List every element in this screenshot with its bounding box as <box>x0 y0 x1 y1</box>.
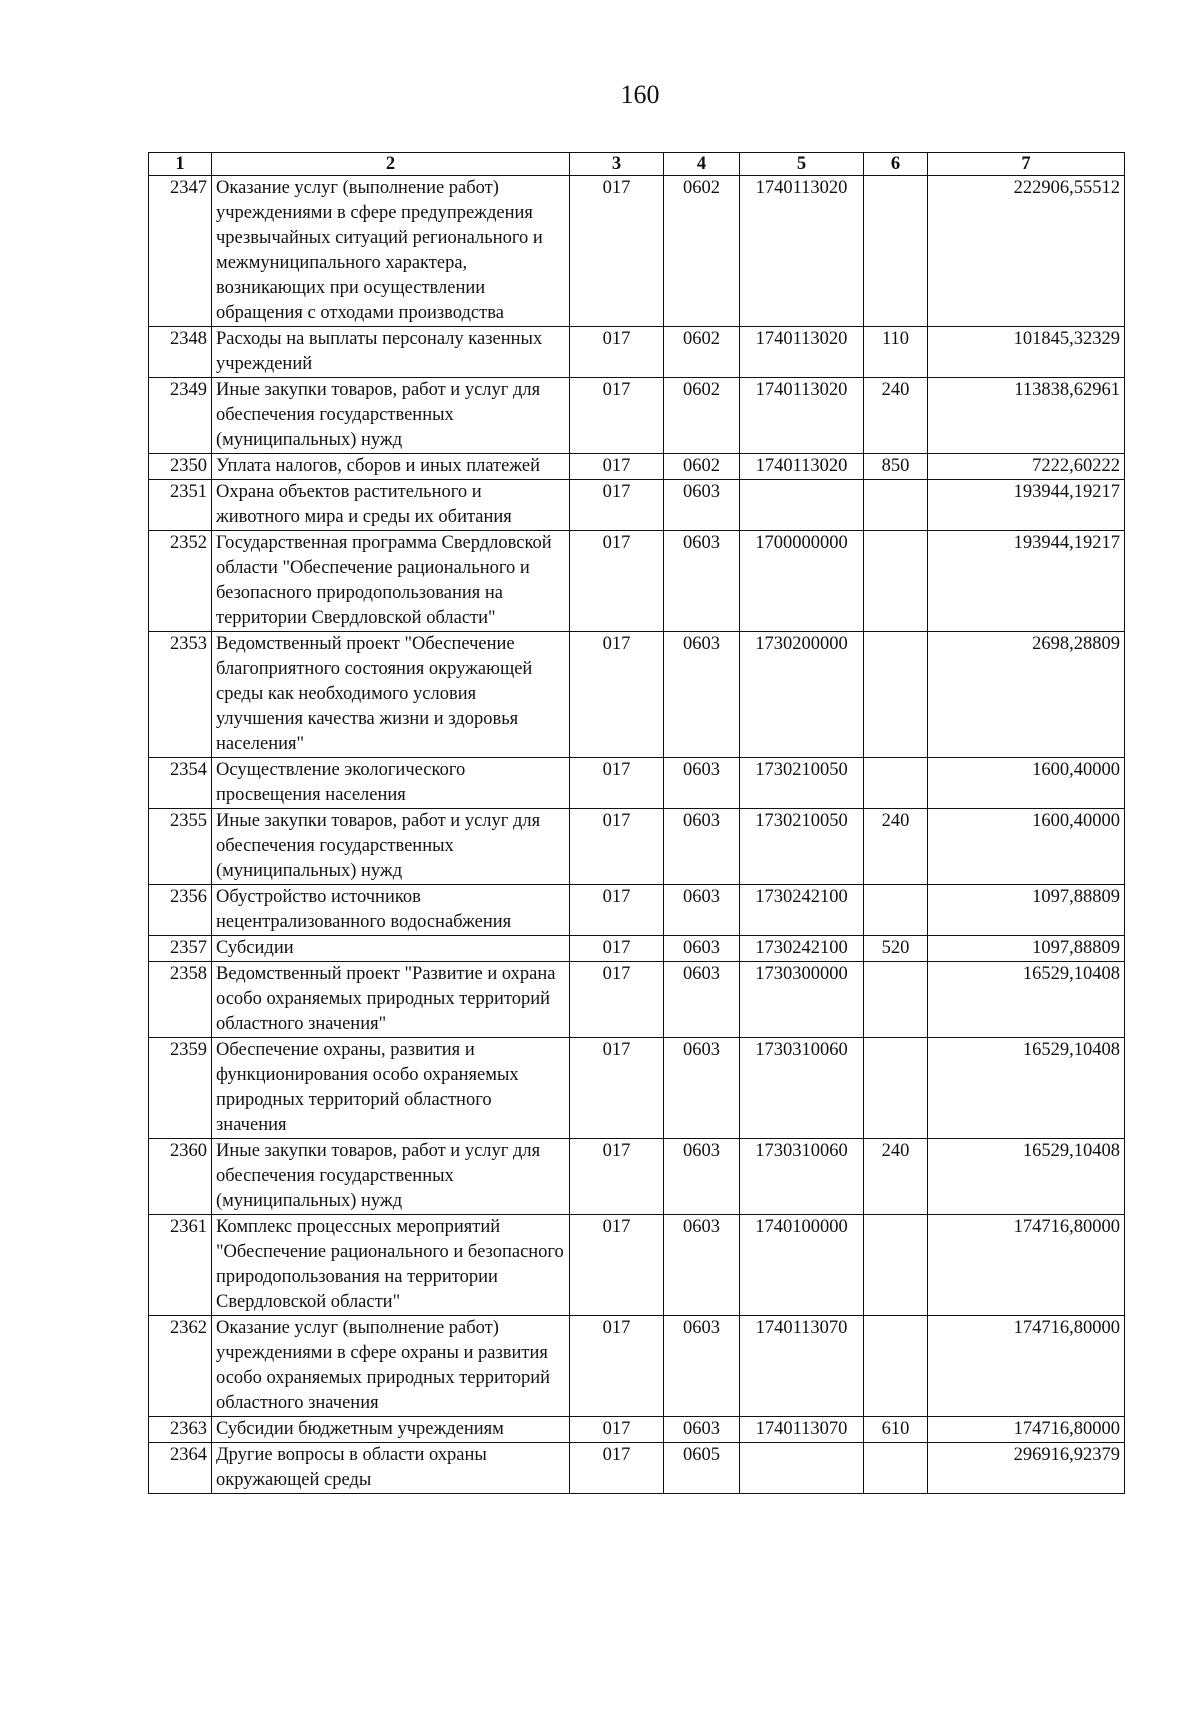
row-name: Комплекс процессных мероприятий "Обеспечение рационального и безопасного природопользования на территории Свердловской области" <box>212 1215 570 1316</box>
column-header: 2 <box>212 153 570 176</box>
page-number: 160 <box>620 80 660 109</box>
table-row <box>149 758 1125 809</box>
ministry-code: 017 <box>570 758 664 809</box>
table-row <box>149 885 1125 936</box>
ministry-code: 017 <box>570 378 664 454</box>
section-code: 0603 <box>664 936 740 962</box>
column-header: 5 <box>740 153 864 176</box>
row-number: 2357 <box>149 936 212 962</box>
expense-type-code: 520 <box>864 936 928 962</box>
row-name: Уплата налогов, сборов и иных платежей <box>212 454 570 480</box>
amount: 1600,40000 <box>928 758 1125 809</box>
amount: 1097,88809 <box>928 936 1125 962</box>
row-name: Субсидии <box>212 936 570 962</box>
row-name: Охрана объектов растительного и животного мира и среды их обитания <box>212 480 570 531</box>
table-row <box>149 454 1125 480</box>
column-header: 1 <box>149 153 212 176</box>
amount: 174716,80000 <box>928 1316 1125 1417</box>
ministry-code: 017 <box>570 885 664 936</box>
section-code: 0603 <box>664 632 740 758</box>
row-number: 2364 <box>149 1443 212 1494</box>
expense-type-code <box>864 480 928 531</box>
row-number: 2353 <box>149 632 212 758</box>
target-article-code: 1730242100 <box>740 885 864 936</box>
section-code: 0602 <box>664 378 740 454</box>
table-row <box>149 632 1125 758</box>
row-name: Обустройство источников нецентрализованного водоснабжения <box>212 885 570 936</box>
amount: 174716,80000 <box>928 1417 1125 1443</box>
column-header: 7 <box>928 153 1125 176</box>
section-code: 0602 <box>664 454 740 480</box>
ministry-code: 017 <box>570 632 664 758</box>
row-name: Субсидии бюджетным учреждениям <box>212 1417 570 1443</box>
target-article-code: 1740113070 <box>740 1316 864 1417</box>
section-code: 0603 <box>664 1215 740 1316</box>
row-name: Оказание услуг (выполнение работ) учреждениями в сфере охраны и развития особо охраняемых природных территорий областного значения <box>212 1316 570 1417</box>
target-article-code: 1700000000 <box>740 531 864 632</box>
section-code: 0603 <box>664 962 740 1038</box>
section-code: 0603 <box>664 1038 740 1139</box>
table-row <box>149 1417 1125 1443</box>
expense-type-code <box>864 962 928 1038</box>
table-row <box>149 480 1125 531</box>
section-code: 0603 <box>664 885 740 936</box>
target-article-code: 1730300000 <box>740 962 864 1038</box>
ministry-code: 017 <box>570 1139 664 1215</box>
amount: 1097,88809 <box>928 885 1125 936</box>
row-name: Ведомственный проект "Обеспечение благоприятного состояния окружающей среды как необходимого условия улучшения качества жизни и здоровья населения" <box>212 632 570 758</box>
expense-type-code: 610 <box>864 1417 928 1443</box>
section-code: 0603 <box>664 1417 740 1443</box>
table-row <box>149 1316 1125 1417</box>
table-row <box>149 378 1125 454</box>
amount: 16529,10408 <box>928 1139 1125 1215</box>
section-code: 0603 <box>664 1139 740 1215</box>
table-row <box>149 176 1125 327</box>
table-row <box>149 936 1125 962</box>
row-number: 2351 <box>149 480 212 531</box>
table-row <box>149 1443 1125 1494</box>
row-name: Ведомственный проект "Развитие и охрана особо охраняемых природных территорий областного значения" <box>212 962 570 1038</box>
row-name: Иные закупки товаров, работ и услуг для обеспечения государственных (муниципальных) нужд <box>212 378 570 454</box>
section-code: 0603 <box>664 1316 740 1417</box>
row-number: 2362 <box>149 1316 212 1417</box>
row-number: 2360 <box>149 1139 212 1215</box>
table-row <box>149 1139 1125 1215</box>
table-row <box>149 1215 1125 1316</box>
expense-type-code: 240 <box>864 378 928 454</box>
expense-type-code <box>864 531 928 632</box>
target-article-code: 1740100000 <box>740 1215 864 1316</box>
section-code: 0603 <box>664 531 740 632</box>
amount: 16529,10408 <box>928 962 1125 1038</box>
row-number: 2350 <box>149 454 212 480</box>
row-name: Обеспечение охраны, развития и функционирования особо охраняемых природных территорий областного значения <box>212 1038 570 1139</box>
amount: 193944,19217 <box>928 480 1125 531</box>
table-row <box>149 962 1125 1038</box>
ministry-code: 017 <box>570 480 664 531</box>
row-number: 2348 <box>149 327 212 378</box>
amount: 222906,55512 <box>928 176 1125 327</box>
target-article-code <box>740 480 864 531</box>
ministry-code: 017 <box>570 1038 664 1139</box>
expense-type-code <box>864 1443 928 1494</box>
row-name: Оказание услуг (выполнение работ) учреждениями в сфере предупреждения чрезвычайных ситуаций регионального и межмуниципального характера, возникающих при осуществлении обращения с отходами производства <box>212 176 570 327</box>
expense-type-code: 110 <box>864 327 928 378</box>
expense-type-code <box>864 176 928 327</box>
amount: 101845,32329 <box>928 327 1125 378</box>
ministry-code: 017 <box>570 1443 664 1494</box>
section-code: 0602 <box>664 327 740 378</box>
section-code: 0603 <box>664 809 740 885</box>
table-row <box>149 1038 1125 1139</box>
ministry-code: 017 <box>570 454 664 480</box>
target-article-code: 1730310060 <box>740 1139 864 1215</box>
amount: 1600,40000 <box>928 809 1125 885</box>
expense-type-code <box>864 885 928 936</box>
expense-type-code: 240 <box>864 809 928 885</box>
target-article-code: 1740113020 <box>740 176 864 327</box>
target-article-code: 1730310060 <box>740 1038 864 1139</box>
target-article-code: 1740113020 <box>740 454 864 480</box>
row-number: 2354 <box>149 758 212 809</box>
target-article-code: 1730210050 <box>740 758 864 809</box>
ministry-code: 017 <box>570 531 664 632</box>
budget-table <box>148 152 1125 1494</box>
row-number: 2363 <box>149 1417 212 1443</box>
row-name: Государственная программа Свердловской области "Обеспечение рационального и безопасного природопользования на территории Свердловской области" <box>212 531 570 632</box>
row-number: 2352 <box>149 531 212 632</box>
target-article-code: 1740113070 <box>740 1417 864 1443</box>
row-number: 2347 <box>149 176 212 327</box>
row-number: 2356 <box>149 885 212 936</box>
row-name: Другие вопросы в области охраны окружающей среды <box>212 1443 570 1494</box>
column-header: 6 <box>864 153 928 176</box>
expense-type-code: 240 <box>864 1139 928 1215</box>
row-number: 2361 <box>149 1215 212 1316</box>
target-article-code: 1730200000 <box>740 632 864 758</box>
expense-type-code <box>864 1038 928 1139</box>
section-code: 0602 <box>664 176 740 327</box>
row-name: Осуществление экологического просвещения населения <box>212 758 570 809</box>
ministry-code: 017 <box>570 936 664 962</box>
row-number: 2358 <box>149 962 212 1038</box>
target-article-code: 1740113020 <box>740 378 864 454</box>
ministry-code: 017 <box>570 1215 664 1316</box>
row-number: 2359 <box>149 1038 212 1139</box>
target-article-code: 1730242100 <box>740 936 864 962</box>
row-name: Расходы на выплаты персоналу казенных учреждений <box>212 327 570 378</box>
expense-type-code <box>864 1316 928 1417</box>
ministry-code: 017 <box>570 1417 664 1443</box>
ministry-code: 017 <box>570 962 664 1038</box>
header-row <box>149 153 1125 176</box>
column-header: 3 <box>570 153 664 176</box>
table-row <box>149 327 1125 378</box>
amount: 174716,80000 <box>928 1215 1125 1316</box>
section-code: 0603 <box>664 758 740 809</box>
amount: 113838,62961 <box>928 378 1125 454</box>
ministry-code: 017 <box>570 327 664 378</box>
column-header: 4 <box>664 153 740 176</box>
amount: 296916,92379 <box>928 1443 1125 1494</box>
expense-type-code <box>864 632 928 758</box>
expense-type-code <box>864 1215 928 1316</box>
row-name: Иные закупки товаров, работ и услуг для обеспечения государственных (муниципальных) нужд <box>212 809 570 885</box>
target-article-code: 1730210050 <box>740 809 864 885</box>
table-row <box>149 809 1125 885</box>
amount: 16529,10408 <box>928 1038 1125 1139</box>
section-code: 0605 <box>664 1443 740 1494</box>
row-name: Иные закупки товаров, работ и услуг для обеспечения государственных (муниципальных) нужд <box>212 1139 570 1215</box>
row-number: 2349 <box>149 378 212 454</box>
amount: 7222,60222 <box>928 454 1125 480</box>
target-article-code: 1740113020 <box>740 327 864 378</box>
amount: 2698,28809 <box>928 632 1125 758</box>
section-code: 0603 <box>664 480 740 531</box>
expense-type-code <box>864 758 928 809</box>
target-article-code <box>740 1443 864 1494</box>
ministry-code: 017 <box>570 1316 664 1417</box>
table-row <box>149 531 1125 632</box>
ministry-code: 017 <box>570 809 664 885</box>
expense-type-code: 850 <box>864 454 928 480</box>
ministry-code: 017 <box>570 176 664 327</box>
row-number: 2355 <box>149 809 212 885</box>
amount: 193944,19217 <box>928 531 1125 632</box>
